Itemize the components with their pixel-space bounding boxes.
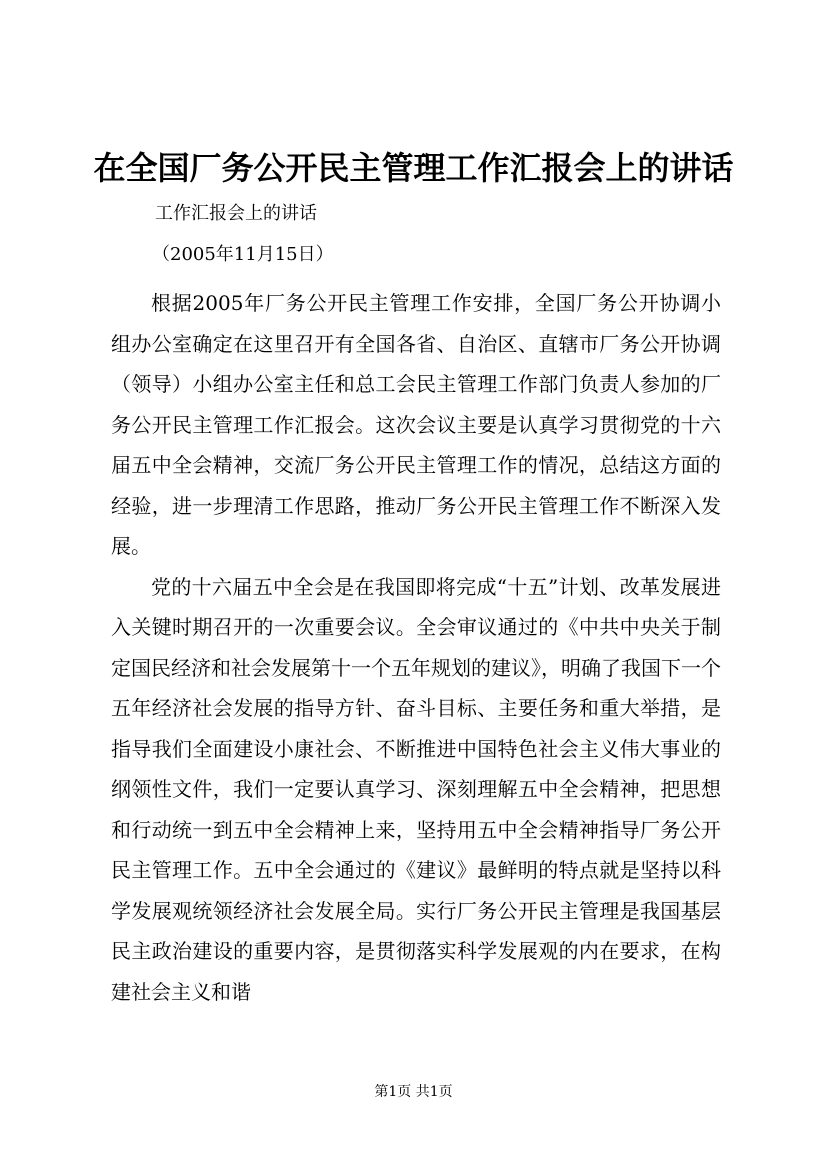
document-title: 在全国厂务公开民主管理工作汇报会上的讲话 (93, 149, 734, 187)
page-number: 第1页 共1页 (374, 1084, 453, 1100)
document-subtitle: 工作汇报会上的讲话 (155, 203, 317, 224)
document-date: （2005年11月15日） (152, 244, 334, 265)
body-paragraph: 根据2005年厂务公开民主管理工作安排，全国厂务公开协调小组办公室确定在这里召开有全国各省、自治区、直辖市厂务公开协调（领导）小组办公室主任和总工会民主管理工作部门负责人参加的厂务公开民主管理工作汇报会。这次会议主要是认真学习贯彻党的十六届五中全会精神，交流厂务公开民主管理工作的情况，总结这方面的经验，进一步理清工作思路，推动厂务公开民主管理工作不断深入发展。 (111, 291, 721, 558)
body-paragraph: 党的十六届五中全会是在我国即将完成“十五”计划、改革发展进入关键时期召开的一次重要会议。全会审议通过的《中共中央关于制定国民经济和社会发展第十一个五年规划的建议》，明确了我国下一个五年经济社会发展的指导方针、奋斗目标、主要任务和重大举措，是指导我们全面建设小康社会、不断推进中国特色社会主义伟大事业的纲领性文件，我们一定要认真学习、深刻理解五中全会精神，把思想和行动统一到五中全会精神上来，坚持用五中全会精神指导厂务公开民主管理工作。五中全会通过的《建议》最鲜明的特点就是坚持以科学发展观统领经济社会发展全局。实行厂务公开民主管理是我国基层民主政治建设的重要内容，是贯彻落实科学发展观的内在要求，在构建社会主义和谐 (111, 574, 721, 1004)
document-body (111, 283, 721, 1012)
